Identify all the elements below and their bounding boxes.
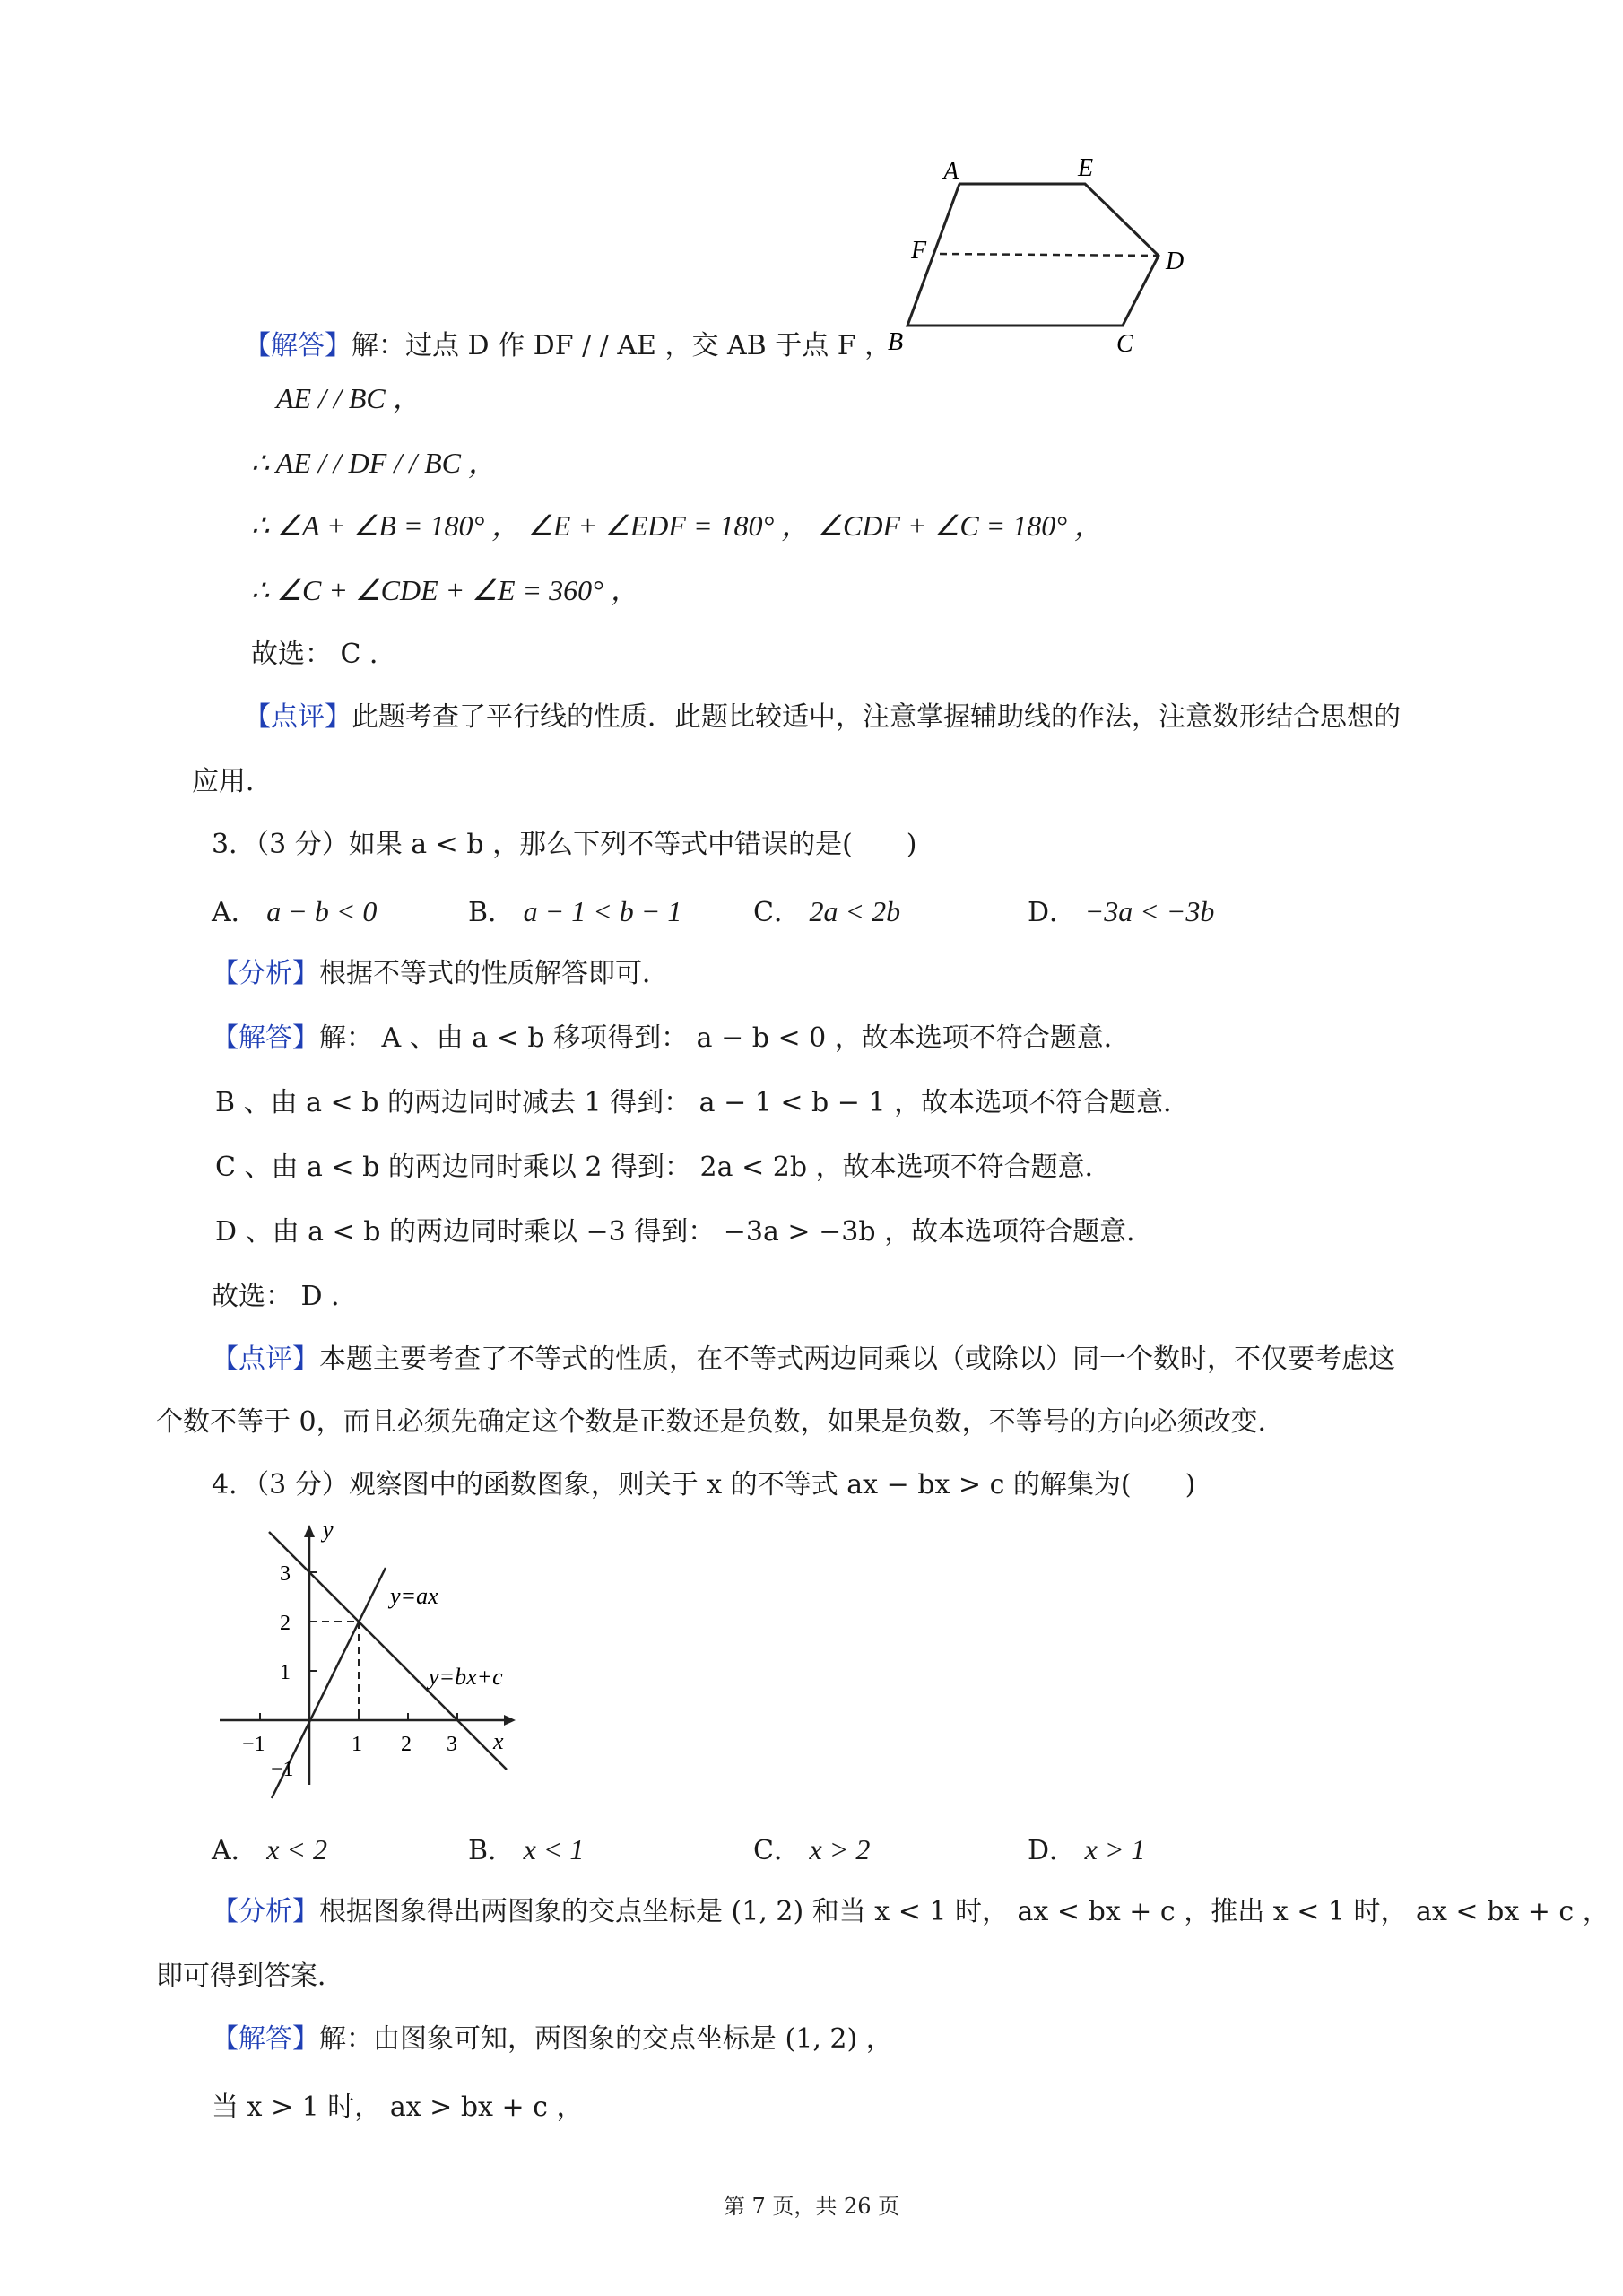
y-tick-3: 3 [280,1562,291,1586]
answer-tag: 【解答】 [212,1022,319,1054]
line-label-ax: y=ax [390,1583,438,1609]
label-d: D [1166,248,1185,275]
function-graph [206,1516,547,1812]
q3-analysis: 【分析】根据不等式的性质解答即可． [212,958,669,989]
q2-answer-line-2: AE / / BC ， [276,382,421,414]
q3-option-c: C． 2a < 2b [753,895,901,928]
comment-tag: 【点评】 [244,701,352,733]
q3-option-a: A． a − b < 0 [212,895,378,928]
q2-answer-line-5: ∴ ∠C + ∠CDE + ∠E = 360° ， [251,574,639,606]
q4-answer-line-2: 当 x > 1 时， ax > bx + c ， [212,2092,584,2123]
q3-answer-line-2: B 、由 a < b 的两边同时减去 1 得到： a − 1 < b − 1 ，故本选项不符合题意． [215,1087,1191,1118]
label-e: E [1078,154,1094,182]
analysis-tag: 【分析】 [212,958,319,989]
y-tick-1: 1 [280,1661,291,1684]
y-tick-2: 2 [280,1612,291,1635]
dashed-segment-fd [940,254,1159,256]
q2-comment-line-1 [244,700,1401,735]
y-tick-neg1: −1 [271,1758,294,1781]
comment-text: 此题考查了平行线的性质．此题比较适中，注意掌握辅助线的作法，注意数形结合思想的 [352,701,1401,733]
x-tick-2: 2 [401,1733,412,1756]
analysis-tag: 【分析】 [212,1896,319,1927]
q4-option-d: D． x > 1 [1028,1833,1146,1866]
label-b: B [888,328,904,356]
q2-answer-line-6: 故选： C ． [251,639,397,670]
page-footer: 第 7 页，共 26 页 [723,2194,900,2219]
q3-answer-line-4: D 、由 a < b 的两边同时乘以 −3 得到： −3a > −3b ，故本选项符合题意． [215,1216,1154,1248]
q3-comment-line-2: 个数不等于 0，而且必须先确定这个数是正数还是负数，如果是负数，不等号的方向必须改变． [156,1406,1285,1438]
q4-analysis-line-1: 【分析】根据图象得出两图象的交点坐标是 (1, 2) 和当 x < 1 时， ax < bx + c ，推出 x < 1 时， ax < bx + c ， [212,1896,1610,1927]
label-f: F [911,237,927,265]
q2-answer-line-4: ∴ ∠A + ∠B = 180° ， ∠E + ∠EDF = 180° ， ∠CDF + ∠C = 180° ， [251,509,1104,542]
q4-option-c: C． x > 2 [753,1833,871,1866]
answer-tag: 【解答】 [212,2023,319,2055]
q2-comment-line-2: 应用． [192,766,273,797]
comment-tag: 【点评】 [212,1344,319,1375]
q2-answer-line-1 [244,328,891,364]
q3-comment-line-1: 【点评】本题主要考查了不等式的性质，在不等式两边同乘以（或除以）同一个数时，不仅要考虑这 [212,1344,1395,1375]
answer-tag: 【解答】 [244,330,352,361]
y-axis-arrow [304,1525,315,1537]
geometry-figure [879,144,1202,368]
x-tick-neg1: −1 [242,1733,265,1756]
q2-answer-line-3: ∴ AE / / DF / / BC ， [251,447,497,479]
q4-option-b: B． x < 1 [468,1833,585,1866]
line-label-bxc: y=bx+c [429,1664,503,1690]
x-axis-arrow [504,1715,516,1726]
q3-answer-line-1: 【解答】解： A 、由 a < b 移项得到： a − b < 0 ，故本选项不符合题意． [212,1022,1131,1054]
x-axis-label: x [493,1728,504,1754]
q3-answer-line-3: C 、由 a < b 的两边同时乘以 2 得到： 2a < 2b ，故本选项不符合题意． [215,1152,1112,1183]
answer-text: 解：过点 D 作 DF / / AE ，交 AB 于点 F ， [352,330,892,361]
q3-answer-line-5: 故选： D ． [212,1281,359,1312]
label-a: A [943,158,959,186]
x-tick-3: 3 [447,1733,457,1756]
q4-analysis-line-2: 即可得到答案． [156,1961,344,1992]
q4-stem: 4．（3 分）观察图中的函数图象，则关于 x 的不等式 ax − bx > c 的解集为( ) [212,1469,1196,1500]
q4-option-a: A． x < 2 [212,1833,328,1866]
x-tick-1: 1 [352,1733,362,1756]
q4-answer-line-1: 【解答】解：由图象可知，两图象的交点坐标是 (1, 2) ， [212,2023,893,2055]
q3-option-d: D． −3a < −3b [1028,895,1215,928]
label-c: C [1116,330,1133,358]
q3-stem: 3．（3 分）如果 a < b ，那么下列不等式中错误的是( ) [212,829,917,860]
y-axis-label: y [323,1517,334,1543]
q3-option-b: B． a − 1 < b − 1 [468,895,682,928]
